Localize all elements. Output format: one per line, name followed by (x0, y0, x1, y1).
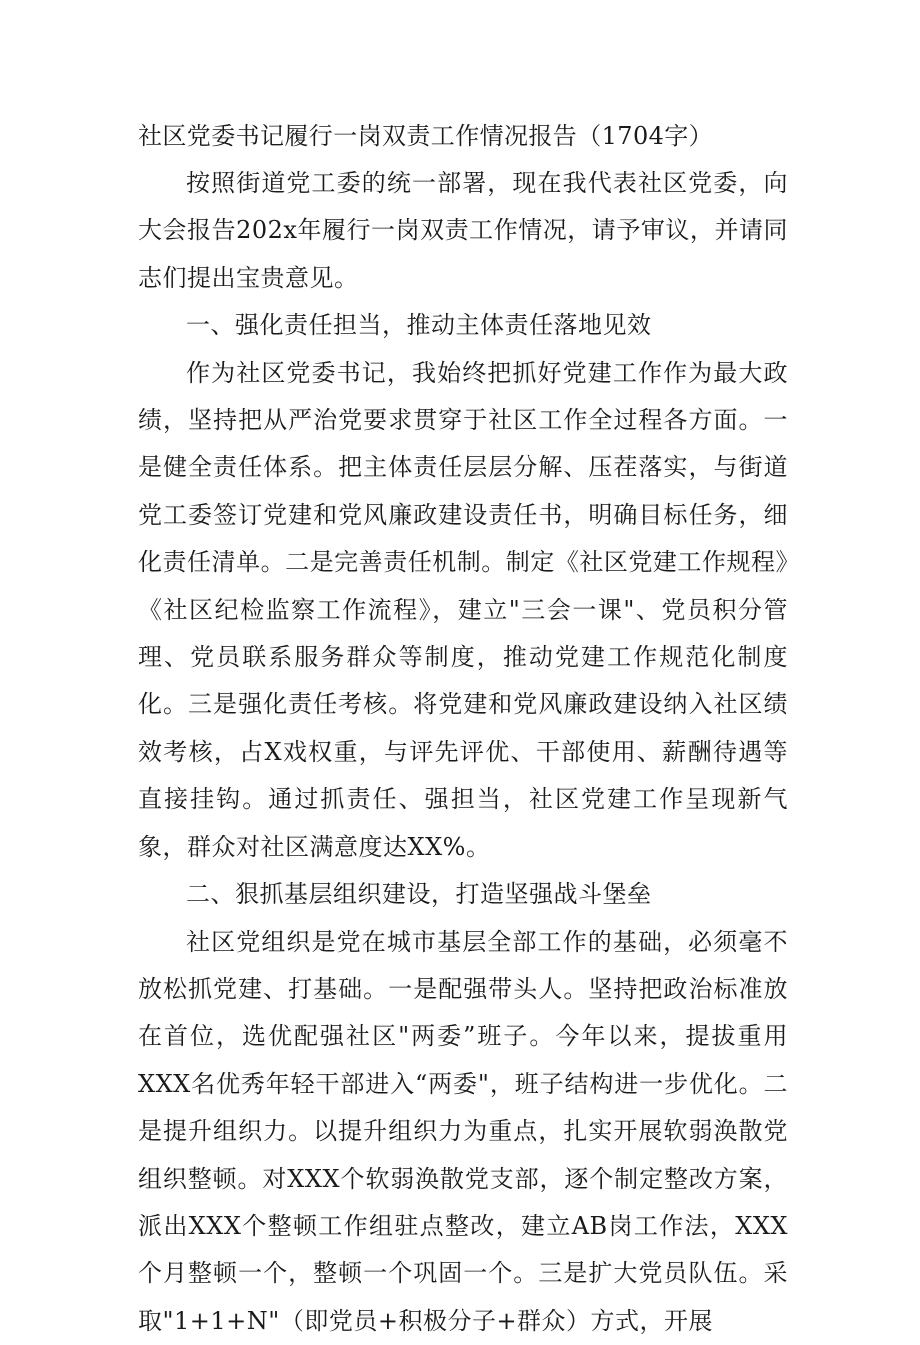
section-1-body-text: 作为社区党委书记，我始终把抓好党建工作作为最大政绩，坚持把从严治党要求贯穿于社区工作全过程各方面。一是健全责任体系。把主体责任层层分解、压茬落实，与街道党工委签订党建和党风廉政建设责任书，明确目标任务，细化责任清单。二是完善责任机制。制定《社区党建工作规程》《社区纪检监察工作流程》，建立"三会一课"、党员积分管理、党员联系服务群众等制度，推动党建工作规范化制度化。三是强化责任考核。将党建和党风廉政建设纳入社区绩效考核，占X戏权重，与评先评优、干部使用、薪酬待遇等直接挂钩。通过抓责任、强担当，社区党建工作呈现新气象，群众对社区满意度达XX%。 (138, 359, 788, 861)
section-2-paragraph (138, 919, 788, 1345)
section-1-paragraph (138, 350, 788, 871)
section-2-heading-text: 二、狠抓基层组织建设，打造坚强战斗堡垒 (186, 880, 652, 908)
intro-paragraph (138, 160, 788, 302)
document-content (138, 113, 788, 1345)
intro-text: 按照街道党工委的统一部署，现在我代表社区党委，向大会报告202x年履行一岗双责工作情况，请予审议，并请同志们提出宝贵意见。 (138, 169, 788, 292)
document-title-text: 社区党委书记履行一岗双责工作情况报告（1704字） (138, 122, 713, 150)
section-2-body-text: 社区党组织是党在城市基层全部工作的基础，必须毫不放松抓党建、打基础。一是配强带头人。坚持把政治标准放在首位，选优配强社区"两委”班子。今年以来，提拔重用XXX名优秀年轻干部进入“两委"，班子结构进一步优化。二是提升组织力。以提升组织力为重点，扎实开展软弱涣散党组织整顿。对XXX个软弱涣散党支部，逐个制定整改方案，派出XXX个整顿工作组驻点整改，建立AB岗工作法，XXX个月整顿一个，整顿一个巩固一个。三是扩大党员队伍。采取"1+1+N"（即党员+积极分子+群众）方式，开展 (138, 928, 788, 1335)
section-1-heading (138, 302, 788, 349)
document-title (138, 113, 788, 160)
section-2-heading (138, 871, 788, 918)
section-1-heading-text: 一、强化责任担当，推动主体责任落地见效 (186, 311, 652, 339)
